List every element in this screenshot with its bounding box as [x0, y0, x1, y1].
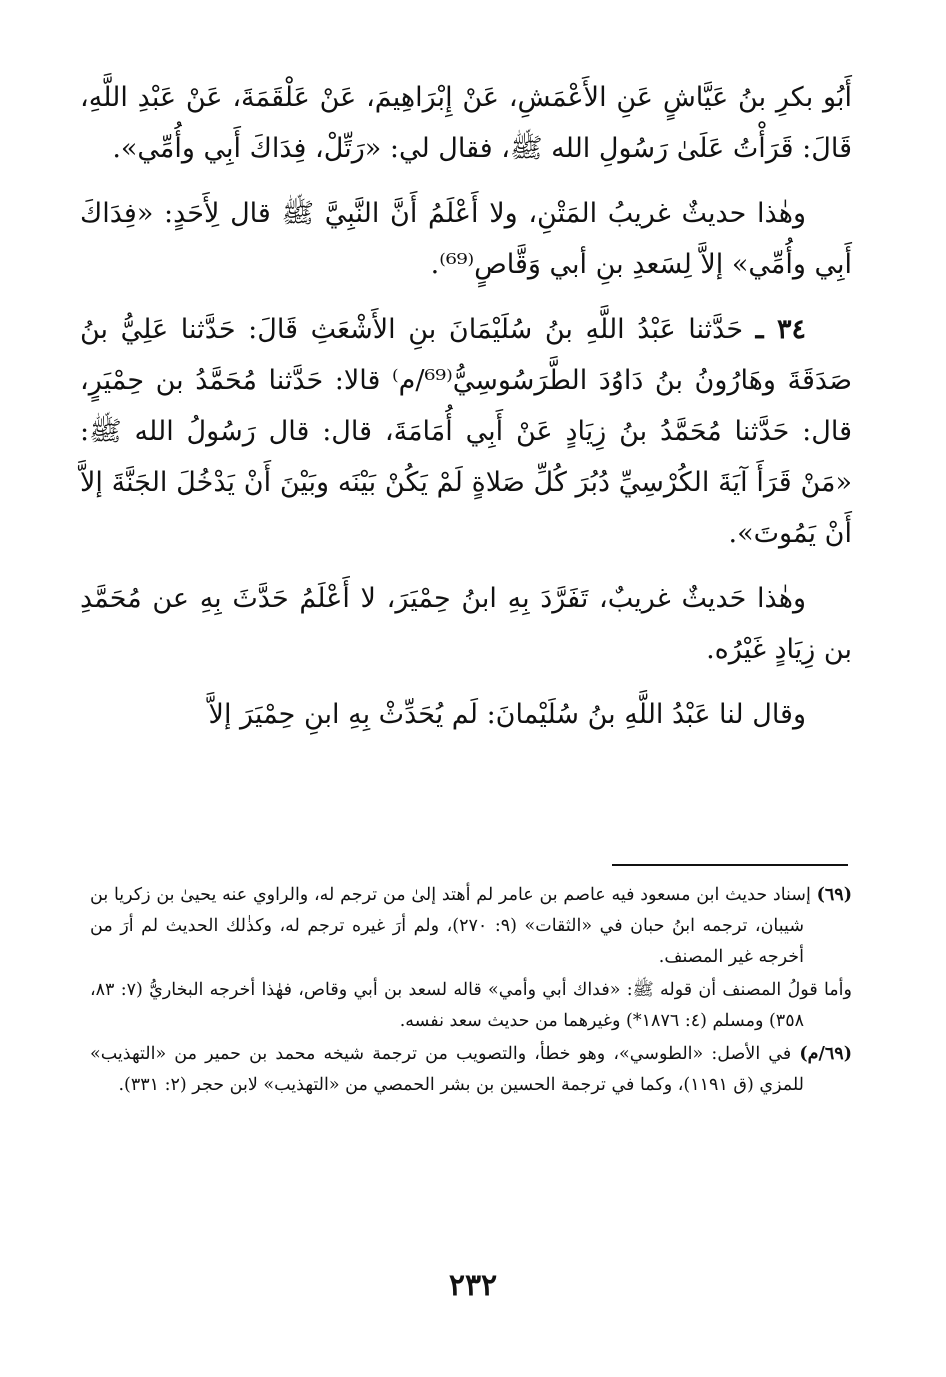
page-number: ٢٣٢	[448, 1268, 498, 1303]
paragraph-1: أَبُو بكرِ بنُ عَيَّاشٍ عَنِ الأَعْمَشِ، عَنْ إِبْرَاهِيمَ، عَنْ عَلْقَمَةَ، عَنْ عَبْدِ اللَّهِ، قَالَ: قَرَأْتُ عَلَىٰ رَسُولِ الله ﷺ، فقال لي: «رَتِّلْ، فِدَاكَ أَبِي وأُمِّي».	[80, 82, 852, 164]
footnote-divider	[612, 864, 848, 866]
footnote-text: في الأصل: «الطوسي»، وهو خطأ، والتصويب من ترجمة شيخه محمد بن حمير من «التهذيب» للمزي (ق ١١٩١)، وكما في ترجمة الحسين بن بشر الحمصي من «التهذيب» لابن حجر (٢: ٣٣١).	[90, 1044, 804, 1095]
footnote-69m	[90, 1039, 852, 1101]
main-text	[80, 72, 852, 754]
paragraph-3-text: حَدَّثنا عَبْدُ اللَّهِ بنُ سُلَيْمَانَ بنِ الأَشْعَثِ قَالَ: حَدَّثنا عَلِيُّ بنُ صَدَقَةَ وهَارُونُ بنُ دَاوُدَ الطَّرَسُوسِيُّ⁽⁶⁹/م⁾ قالا: حَدَّثنا مُحَمَّدُ بن حِمْيَرٍ، قال: حَدَّثنا مُحَمَّدُ بنُ زِيَادٍ عَنْ أَبِي أُمَامَةَ، قال: قال رَسُولُ الله ﷺ: «مَنْ قَرَأَ آيَةَ الكُرْسِيِّ دُبُرَ كُلِّ صَلاةٍ لَمْ يَكُنْ بَيْنَه وبَيْنَ أَنْ يَدْخُلَ الجَنَّةَ إلاَّ أَنْ يَمُوتَ».	[80, 314, 852, 549]
footnote-number: (٦٩/م)	[799, 1044, 852, 1064]
footnote-69-part2	[90, 975, 852, 1037]
paragraph-2: وهٰذا حديثٌ غريبُ المَتْنِ، ولا أَعْلَمُ أَنَّ النَّبِيَّ ﷺ قال لِأَحَدٍ: «فِدَاكَ أَبِي وأُمِّي» إلاَّ لِسَعدِ بنِ أبي وَقَّاصٍ⁽⁶⁹⁾.	[80, 198, 852, 280]
footnote-text: وأما قولُ المصنف أن قوله ﷺ: «فداك أبي وأمي» قاله لسعد بن أبي وقاص، فهٰذا أخرجه البخاريُّ (٧: ٨٣، ٣٥٨) ومسلم (٤: ١٨٧٦*) وغيرهما من حديث سعد نفسه.	[90, 980, 852, 1031]
footnote-number: (٦٩)	[816, 885, 852, 905]
hadith-number: ٣٤ ـ	[755, 314, 806, 345]
paragraph-5: وقال لنا عَبْدُ اللَّهِ بنُ سُلَيْمانَ: لَم يُحَدِّثْ بِهِ ابنِ حِمْيَرَ إلاَّ	[208, 699, 806, 730]
paragraph-4: وهٰذا حَديثٌ غريبٌ، تَفَرَّدَ بِهِ ابنُ حِمْيَرَ، لا أَعْلَمُ حَدَّثَ بِهِ عن مُحَمَّدِ بن زِيَادٍ غَيْرُه.	[80, 583, 852, 665]
footnotes	[90, 880, 852, 1103]
footnote-text: إسناد حديث ابن مسعود فيه عاصم بن عامر لم أهتد إلىٰ من ترجم له، والراوي عنه يحيىٰ بن زكريا بن شيبان، ترجمه ابنُ حبان في «الثقات» (٩: ٢٧٠)، ولم أرَ غيره ترجم له، وكذٰلك الحديث لم أرَ من أخرجه غير المصنف.	[90, 885, 811, 967]
footnote-69-part1	[90, 880, 852, 973]
paragraph-3	[80, 304, 852, 559]
